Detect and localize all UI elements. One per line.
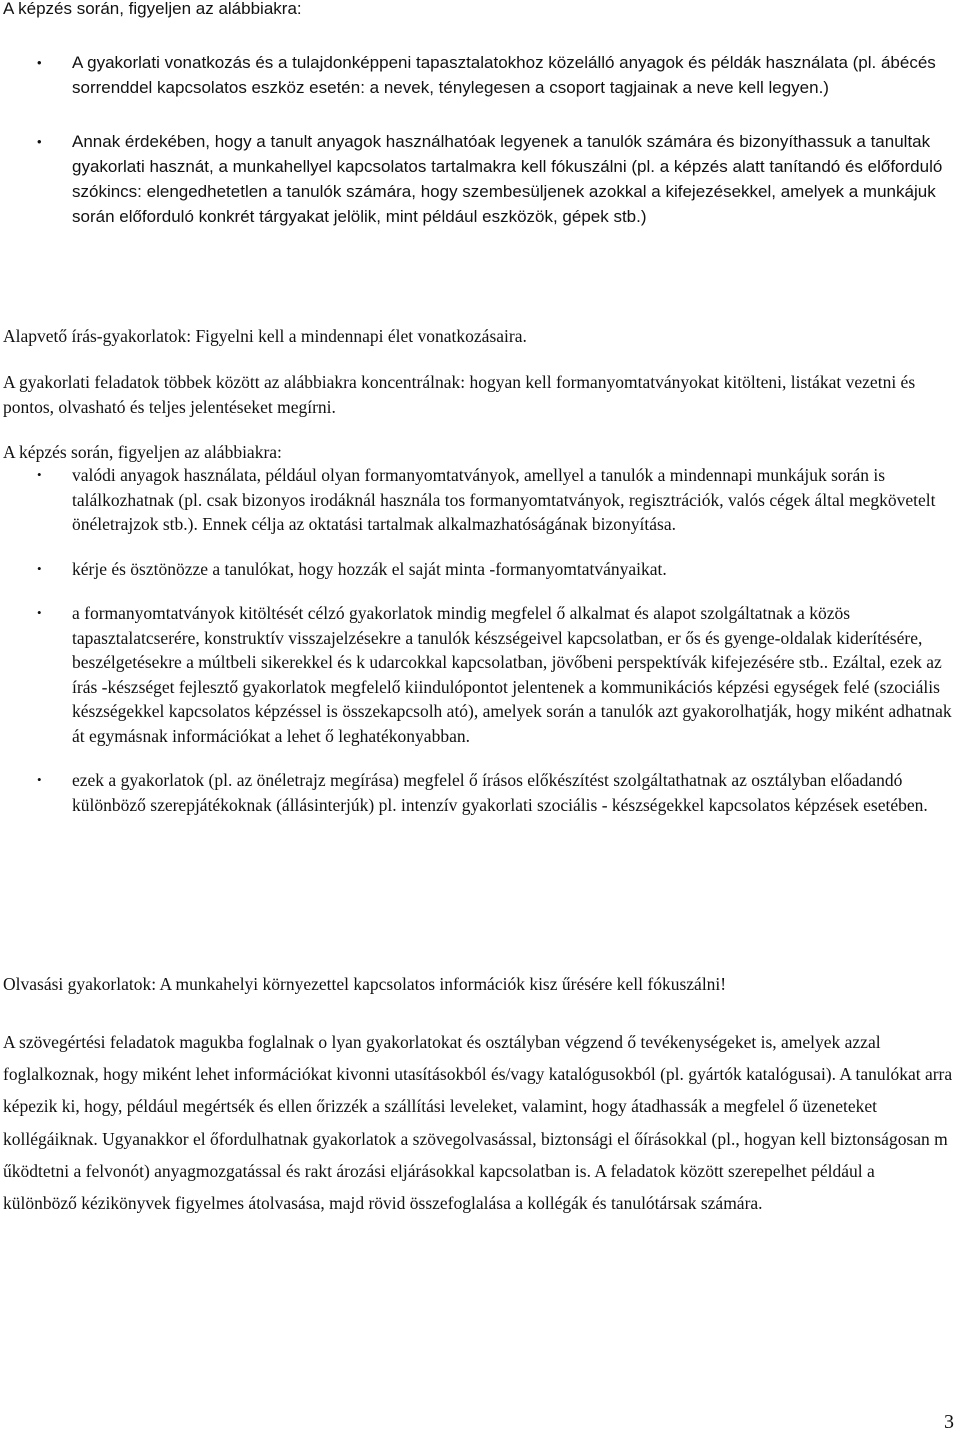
list-item: • Annak érdekében, hogy a tanult anyagok használhatóak legyenek a tanulók számára és bizonyíthassuk a tanultak gyakorlati hasznát, a munkahellyel kapcsolatos tartalmakra kell fókuszálni (pl. a képzés alatt tanítandó és előforduló szókincs: elengedhetetlen a tanulók számára, hogy szembesüljenek azokkal a kifejezésekkel, amelyek a munkájuk során előforduló konkrét tárgyakat jelölik, mint például eszközök, gépek stb.) <box>0 129 953 229</box>
training-bullet-list <box>0 463 953 817</box>
writing-paragraph: A gyakorlati feladatok többek között az alábbiakra koncentrálnak: hogyan kell formanyomtatványokat kitölteni, listákat vezetni és pontos, olvasható és teljes jelentéseket megírni. <box>3 372 916 417</box>
list-item: • valódi anyagok használata, például olyan formanyomtatványok, amellyel a tanulók a mindennapi munkájuk során is találkozhatnak (pl. csak bizonyos irodáknál használa tos formanyomtatványok, regisztrációk, valós cégek által megkövetelt önéletrajzok stb.). Ennek célja az oktatási tartalmak alkalmazhatóságának bizonyítása. <box>0 463 953 537</box>
reading-paragraph: A szövegértési feladatok magukba foglalnak o lyan gyakorlatokat és osztályban végzend ő tevékenységeket is, amelyek azzal foglalkoznak, hogy miként lehet információkat kivonni utasításokból és/vagy katalógusokból (pl. gyártók katalógusai). A tanulókat arra képezik ki, hogy, például megértsék és ellen őrizzék a szállítási leveleket, valamint, hogy átadhassák a megfelel ő üzeneteket kollégáiknak. Ugyanakkor el őfordulhatnak gyakorlatok a szövegolvasással, biztonsági el őírásokkal (pl., hogyan kell biztonságosan m űködtetni a felvonót) anyagmozgatással és rakt ározási eljárásokkal kapcsolatban is. A feladatok között szerepelhet például a különböző kézikönyvek figyelmes átolvasása, majd rövid összefoglalása a kollégák és tanulótársak számára. <box>3 1032 953 1214</box>
training-heading: A képzés során, figyeljen az alábbiakra: <box>3 442 282 462</box>
list-item: • kérje és ösztönözze a tanulókat, hogy hozzák el saját minta -formanyomtatványaikat. <box>0 557 953 582</box>
top-heading: A képzés során, figyeljen az alábbiakra: <box>3 0 302 18</box>
page-number: 3 <box>944 1411 954 1433</box>
list-item: • a formanyomtatványok kitöltését célzó gyakorlatok mindig megfelel ő alkalmat és alapot szolgáltatnak a közös tapasztalatcserére, konstruktív visszajelzésekre a tanulók készségeivel kapcsolatban, er ős és gyenge-oldalak kiderítésére, beszélgetésekre a múltbeli sikerekkel és k udarcokkal kapcsolatban, jövőbeni perspektívák kifejezésére stb.. Ezáltal, ezek az írás -készséget fejlesztő gyakorlatok megfelelő kiindulópontot jelentenek a kommunikációs képzési egységek felé (szociális készségekkel kapcsolatos képzéssel is összekapcsolh ató), amelyek során a tanulók azt gyakorolhatják, hogy miként adhatnak át egymásnak információkat a lehet ő leghatékonyabban. <box>0 601 953 748</box>
top-bullet-list <box>0 50 953 229</box>
list-item: • ezek a gyakorlatok (pl. az önéletrajz megírása) megfelel ő írásos előkészítést szolgáltathatnak az osztályban előadandó különböző szerepjátékoknak (állásinterjúk) pl. intenzív gyakorlati szociális - készségekkel kapcsolatos képzések esetében. <box>0 768 953 817</box>
list-item: • A gyakorlati vonatkozás és a tulajdonképpeni tapasztalatokhoz közelálló anyagok és példák használata (pl. ábécés sorrenddel kapcsolatos eszköz esetén: a nevek, ténylegesen a csoport tagjainak a neve kell legyen.) <box>0 50 953 100</box>
writing-heading: Alapvető írás-gyakorlatok: Figyelni kell a mindennapi élet vonatkozásaira. <box>3 326 527 346</box>
reading-heading: Olvasási gyakorlatok: A munkahelyi környezettel kapcsolatos információk kisz űrésére kell fókuszálni! <box>3 974 727 994</box>
